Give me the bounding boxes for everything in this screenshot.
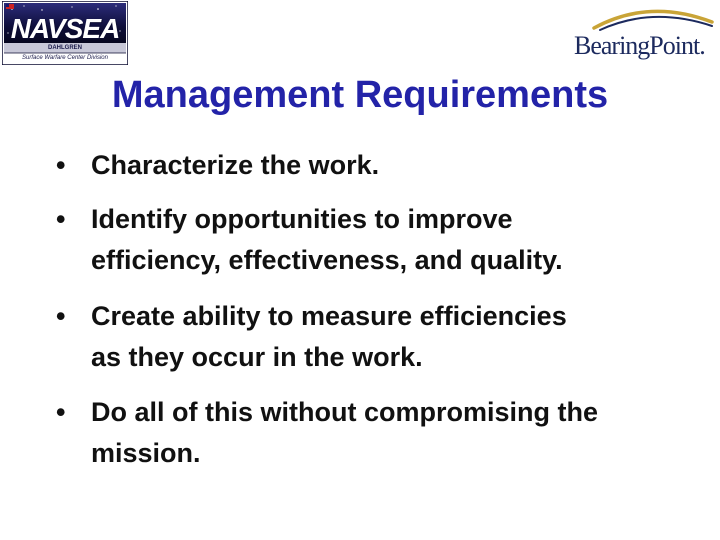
slide-title: Management Requirements	[111, 74, 609, 116]
bullet-text-line: Create ability to measure efficiencies	[91, 301, 567, 331]
bullet-text-line: Do all of this without compromising the	[91, 397, 598, 427]
bullet-list	[56, 145, 706, 474]
bullet-item	[56, 296, 706, 378]
bullet-item	[56, 199, 706, 281]
navsea-subtitle: Surface Warfare Center Division	[22, 55, 108, 61]
bullet-text-line: as they occur in the work.	[91, 342, 423, 372]
bearingpoint-wordmark: BearingPoint.	[574, 31, 705, 60]
bullet-text-line: efficiency, effectiveness, and quality.	[91, 245, 563, 275]
bullet-marker: •	[56, 204, 66, 234]
bullet-marker: •	[56, 301, 66, 331]
bullet-item	[56, 392, 706, 474]
bullet-marker: •	[56, 150, 66, 180]
bullet-text-line: mission.	[91, 438, 201, 468]
bullet-text-line: Characterize the work.	[91, 150, 380, 180]
bullet-item	[56, 145, 706, 186]
bullet-text-line: Identify opportunities to improve	[91, 204, 513, 234]
navsea-wordmark: NAVSEA	[10, 13, 120, 44]
bullet-marker: •	[56, 397, 66, 427]
navsea-logo	[2, 1, 128, 65]
bearingpoint-logo	[574, 4, 716, 62]
navsea-division-label: DAHLGREN	[48, 45, 82, 51]
